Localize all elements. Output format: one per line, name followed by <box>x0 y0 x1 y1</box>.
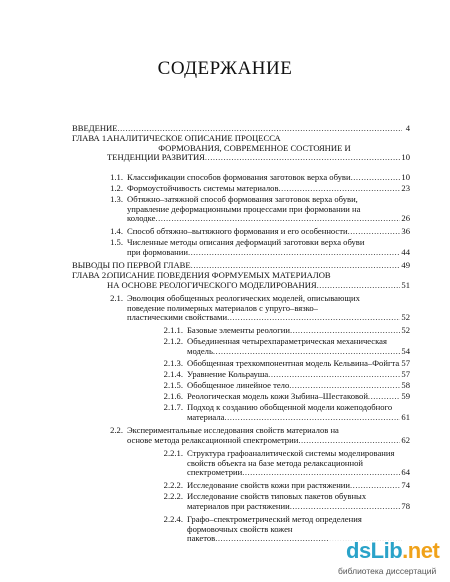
toc-entry <box>72 123 410 134</box>
dot-leader <box>188 248 402 258</box>
dot-leader <box>317 281 402 291</box>
toc-entry <box>110 293 410 323</box>
dot-leader <box>224 413 402 423</box>
toc-entry <box>163 380 410 391</box>
toc-entry-title: Уравнение Кольрауша <box>187 370 269 379</box>
toc-entry <box>163 336 410 356</box>
toc-entry-title: основе метода релаксационной спектрометрии <box>127 435 299 445</box>
toc-entry <box>110 172 410 183</box>
dot-leader <box>350 481 402 491</box>
toc-entry-title: Формоустойчивость системы материалов <box>127 184 279 193</box>
dot-leader <box>351 173 402 183</box>
toc-entry-title: Обобщенное линейное тело <box>187 381 290 390</box>
toc-entry-number: 2.1.7. <box>163 402 183 412</box>
toc-entry-title: Способ обтяжно–вытяжного формования и его особенности <box>127 227 348 236</box>
toc-entry-title: Исследование свойств типовых пакетов обувных <box>187 492 367 501</box>
toc-entry-page: 52 <box>401 325 410 335</box>
dot-leader <box>279 184 402 194</box>
toc-entry <box>163 369 410 380</box>
toc-entry-title: пакетов <box>187 534 216 544</box>
toc-entry-title: материала <box>187 412 225 422</box>
toc-entry <box>163 491 410 511</box>
toc-entry <box>110 425 410 445</box>
toc-entry-title: Объединенная четырехпараметрическая механическая <box>187 337 387 346</box>
toc-entry-title: пластическими свойствами <box>127 313 228 323</box>
toc-entry-title: Базовые элементы реологии <box>187 326 290 335</box>
toc-entry-title: НА ОСНОВЕ РЕОЛОГИЧЕСКОГО МОДЕЛИРОВАНИЯ <box>107 280 317 290</box>
toc-entry-number: 2.1.2. <box>163 336 183 346</box>
toc-entry-page: 78 <box>401 500 410 511</box>
toc-entry-title: Эволюция обобщенных реологических моделей, описывающих <box>127 294 360 303</box>
toc-entry-number: 2.1.3. <box>163 358 183 368</box>
toc-entry <box>163 480 410 491</box>
toc-entry <box>72 270 410 290</box>
toc-entry-page: 62 <box>401 434 410 445</box>
toc-entry <box>110 194 410 224</box>
toc-entry-page: 51 <box>401 279 410 290</box>
watermark-logo: dsLib.net <box>346 538 440 563</box>
toc-entry-title: поведение полимерных материалов с упруго–вязко– <box>127 303 318 313</box>
toc-entry-title: колодке <box>127 214 156 224</box>
toc-entry <box>163 391 410 402</box>
toc-entry-title: ФОРМОВАНИЯ, СОВРЕМЕННОЕ СОСТОЯНИЕ И <box>158 143 351 153</box>
toc-entry-page: 36 <box>401 226 410 236</box>
toc-entry-page: 44 <box>401 246 410 257</box>
toc-entry-title: Численные методы описания деформаций заготовки верха обуви <box>127 238 365 247</box>
toc-entry-number: 2.1.4. <box>163 369 183 379</box>
toc-entry-title: АНАЛИТИЧЕСКОЕ ОПИСАНИЕ ПРОЦЕССА <box>107 134 281 143</box>
toc-entry <box>163 402 410 422</box>
toc-entry-number: 1.2. <box>110 183 123 193</box>
dot-leader <box>368 392 402 402</box>
toc-entry-page: 10 <box>401 172 410 182</box>
toc-entry-title: ОПИСАНИЕ ПОВЕДЕНИЯ ФОРМУЕМЫХ МАТЕРИАЛОВ <box>107 271 331 280</box>
toc-entry <box>72 133 410 163</box>
dot-leader <box>205 153 402 163</box>
toc-entry-title: Обобщенная трехкомпонентная модель Кельвина–Фойгта <box>187 359 400 368</box>
toc-entry-number: 2.2. <box>110 425 123 435</box>
toc-entry-page: 61 <box>401 411 410 422</box>
dot-leader <box>268 370 402 380</box>
page-title: СОДЕРЖАНИЕ <box>157 58 293 79</box>
toc-entry-page: 58 <box>401 380 410 390</box>
toc-entry-page: 26 <box>401 213 410 224</box>
toc-entry-title: материалов при растяжении <box>187 501 290 511</box>
toc-entry-page: 54 <box>401 345 410 356</box>
toc-entry-number: 2.1. <box>110 293 123 303</box>
dot-leader <box>118 124 403 134</box>
toc-entry <box>72 260 410 271</box>
toc-entry-title: формовочных свойств кожен <box>187 524 293 534</box>
toc-entry-page: 49 <box>401 260 410 270</box>
toc-entry <box>163 325 410 336</box>
dot-leader <box>348 227 402 237</box>
toc-entry-page: 74 <box>401 480 410 490</box>
toc-entry-page: 52 <box>401 312 410 323</box>
toc-entry <box>110 183 410 194</box>
toc-entry <box>110 226 410 237</box>
toc-entry-title: Экспериментальные исследования свойств материалов на <box>127 426 339 435</box>
toc-entry-number: ГЛАВА 1. <box>72 133 109 143</box>
toc-entry-title: управление деформационными процессами при формовании на <box>127 204 361 214</box>
dot-leader <box>213 347 402 357</box>
toc-entry-page: 64 <box>401 467 410 478</box>
toc-entry-page: 10 <box>401 152 410 163</box>
dot-leader <box>155 214 402 224</box>
toc-entry-page: 4 <box>405 123 410 133</box>
dot-leader <box>289 381 402 391</box>
toc-entry-number: 1.3. <box>110 194 123 204</box>
dot-leader <box>242 468 402 478</box>
watermark-subtitle: библиотека диссертаций <box>338 566 437 576</box>
toc-entry-title: Классификации способов формования заготовок верха обуви <box>127 173 351 182</box>
toc-entry-title: Структура графоаналитической системы моделирования <box>187 449 395 458</box>
toc-entry-title: свойств объекта на базе метода релаксационной <box>187 458 363 468</box>
toc-entry-title: Исследование свойств кожи при растяжении <box>187 481 351 490</box>
toc-entry-title: спектрометрии <box>187 468 243 478</box>
dot-leader <box>191 261 402 271</box>
toc-entry-title: Подход к созданию обобщенной модели кожеподобного <box>187 403 393 412</box>
toc-entry-number: 2.2.4. <box>163 514 183 524</box>
toc-entry-number: ГЛАВА 2. <box>72 270 109 280</box>
dot-leader <box>298 436 402 446</box>
toc-entry-page: 57 <box>401 369 410 379</box>
toc-entry-number: 2.2.1. <box>163 448 183 458</box>
toc-entry <box>163 358 410 369</box>
toc-entry-number: 1.4. <box>110 226 123 236</box>
toc-entry-number: 1.1. <box>110 172 123 182</box>
dot-leader <box>290 502 402 512</box>
toc-entry-title: ТЕНДЕНЦИИ РАЗВИТИЯ <box>107 153 205 163</box>
toc-entry-title: ВВЕДЕНИЕ <box>72 124 118 133</box>
watermark <box>328 536 450 582</box>
toc-entry-title: Графо–спектрометрический метод определения <box>187 515 362 524</box>
toc-entry-number: 2.1.5. <box>163 380 183 390</box>
toc-entry-number: 2.1.6. <box>163 391 183 401</box>
toc-entry-page: 23 <box>401 183 410 193</box>
toc-entry-title: Обтяжно–затяжной способ формования заготовок верха обуви, <box>127 195 358 204</box>
toc-entry-title: при формовании <box>127 247 188 257</box>
toc-entry-number: 2.1.1. <box>163 325 183 335</box>
dot-leader <box>290 326 402 336</box>
toc-entry-number: 1.5. <box>110 237 123 247</box>
toc-entry-page: 59 <box>401 391 410 401</box>
toc-entry-number: 2.2.2. <box>163 480 183 490</box>
toc-entry-page: 57 <box>401 358 410 368</box>
toc-entry <box>110 237 410 257</box>
toc-entry-title: модель <box>187 346 213 356</box>
toc-entry-title: Реологическая модель кожи Зыбина–Шестаковой <box>187 392 368 401</box>
toc-entry-title: ВЫВОДЫ ПО ПЕРВОЙ ГЛАВЕ <box>72 261 191 270</box>
toc-entry-number: 2.2.2. <box>163 491 183 501</box>
dot-leader <box>227 313 402 323</box>
toc-entry <box>163 448 410 478</box>
